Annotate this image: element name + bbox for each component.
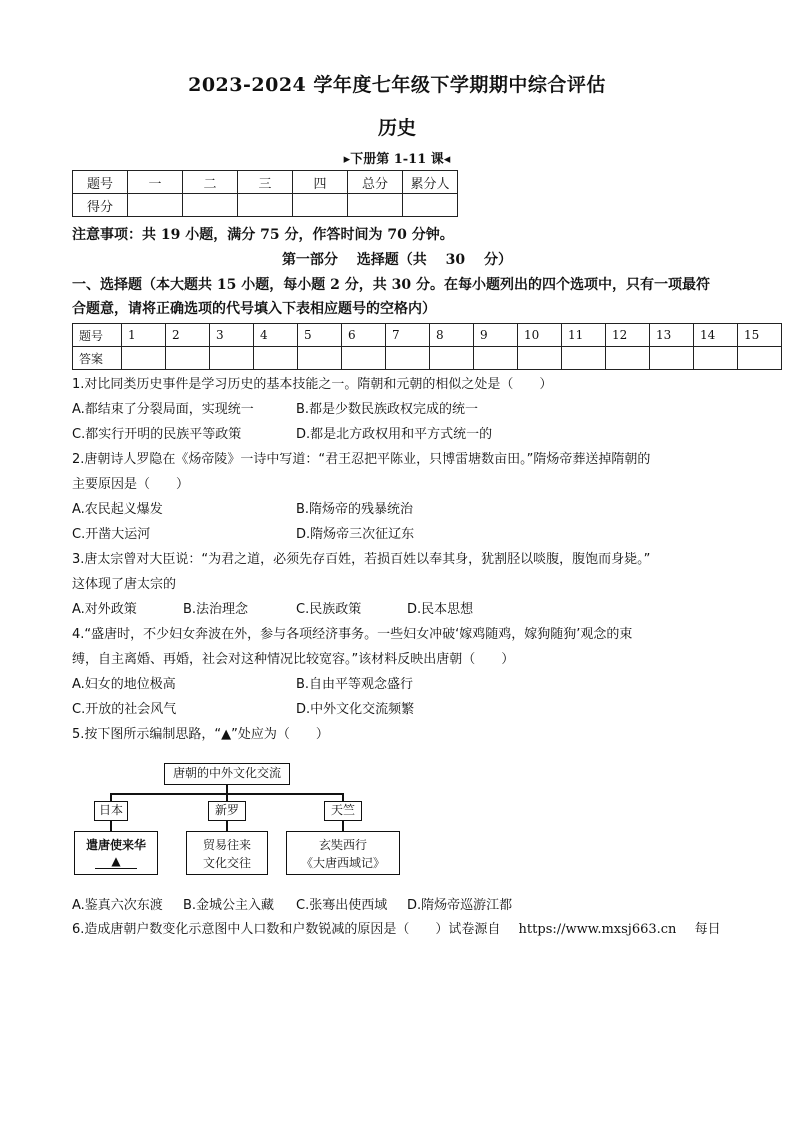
question-1-option-a: A.都结束了分裂局面，实现统一 <box>72 402 254 417</box>
answer-input-cell[interactable] <box>650 347 694 370</box>
diagram-silla-trade: 贸易往来 <box>202 838 251 852</box>
exam-title: 2023-2024 学年度七年级下学期期中综合评估 <box>188 74 606 96</box>
score-table-score-row <box>73 194 458 217</box>
question-4-stem: 4.“盛唐时，不少妇女奔波在外，参与各项经济事务。一些妇女冲破‘嫁鸡随鸡，嫁狗随狗’观念的束 <box>72 627 633 642</box>
question-1-stem: 1.对比同类历史事件是学习历史的基本技能之一。隋朝和元朝的相似之处是（ ） <box>72 377 553 392</box>
answer-input-cell[interactable] <box>606 347 650 370</box>
score-input-cell[interactable] <box>128 194 183 217</box>
question-3-stem: 3.唐太宗曾对大臣说：“为君之道，必须先存百姓，若损百姓以奉其身，犹割胫以啖腹，腹饱而身毙。” <box>72 552 651 567</box>
answer-input-cell[interactable] <box>210 347 254 370</box>
question-4-option-b: B.自由平等观念盛行 <box>296 677 414 692</box>
score-cell: 一 <box>128 171 183 194</box>
question-number-cell: 9 <box>474 324 518 347</box>
question-number-cell: 14 <box>694 324 738 347</box>
scope-label: ▸下册第 1-11 课◂ <box>343 152 451 167</box>
cultural-exchange-diagram <box>72 757 402 882</box>
score-cell: 累分人 <box>403 171 458 194</box>
diagram-japan-detail-box <box>74 831 158 875</box>
subject-title: 历史 <box>377 117 416 139</box>
score-cell: 二 <box>183 171 238 194</box>
diagram-xiyu-record: 《大唐西域记》 <box>300 856 385 870</box>
question-1-option-b: B.都是少数民族政权完成的统一 <box>296 402 479 417</box>
question-number-cell: 13 <box>650 324 694 347</box>
diagram-connector <box>226 785 228 793</box>
diagram-india-detail-box <box>286 831 400 875</box>
question-number-cell: 15 <box>738 324 782 347</box>
answer-input-cell[interactable] <box>254 347 298 370</box>
answer-input-cell[interactable] <box>386 347 430 370</box>
answer-input-cell[interactable] <box>694 347 738 370</box>
question-2-stem: 2.唐朝诗人罗隐在《炀帝陵》一诗中写道：“君王忍把平陈业，只博雷塘数亩田。”隋炀帝葬送掉隋朝的 <box>72 452 651 467</box>
answer-table-answer-row <box>73 347 782 370</box>
answer-input-cell[interactable] <box>430 347 474 370</box>
answer-table-number-row <box>73 324 782 347</box>
score-cell: 四 <box>293 171 348 194</box>
question-5-option-d: D.隋炀帝巡游江都 <box>407 898 513 913</box>
section-instructions: 一、选择题（本大题共 15 小题，每小题 2 分，共 30 分。在每小题列出的四个选项中，只有一项最符合题意，请将正确选项的代号填入下表相应题号的空格内） <box>72 277 710 317</box>
diagram-top-box: 唐朝的中外文化交流 <box>164 763 290 785</box>
question-3-option-b: B.法治理念 <box>183 602 249 617</box>
question-3-option-a: A.对外政策 <box>72 602 137 617</box>
question-4-option-d: D.中外文化交流频繁 <box>296 702 415 717</box>
question-2-option-d: D.隋炀帝三次征辽东 <box>296 527 415 542</box>
question-3-option-c: C.民族政策 <box>296 602 362 617</box>
part-heading: 第一部分 选择题（共 30 分） <box>281 252 513 268</box>
score-input-cell[interactable] <box>183 194 238 217</box>
question-number-cell: 4 <box>254 324 298 347</box>
diagram-connector <box>226 821 228 831</box>
diagram-japan-envoys: 遣唐使来华 <box>85 838 146 852</box>
question-2-stem-cont: 主要原因是（ ） <box>72 477 190 492</box>
question-5-stem: 5.按下图所示编制思路，“▲”处应为（ ） <box>72 727 329 742</box>
answer-input-cell[interactable] <box>166 347 210 370</box>
score-cell: 总分 <box>348 171 403 194</box>
question-5-option-c: C.张骞出使西域 <box>296 898 388 913</box>
question-4-stem-cont: 缚，自主离婚、再婚，社会对这种情况比较宽容。”该材料反映出唐朝（ ） <box>72 652 515 667</box>
score-input-cell[interactable] <box>238 194 293 217</box>
question-3-stem-cont: 这体现了唐太宗的 <box>72 577 177 592</box>
question-number-cell: 10 <box>518 324 562 347</box>
question-number-cell: 12 <box>606 324 650 347</box>
question-number-cell: 7 <box>386 324 430 347</box>
score-table-header-row <box>73 171 458 194</box>
question-1-option-d: D.都是北方政权用和平方式统一的 <box>296 427 493 442</box>
question-5-option-b: B.金城公主入藏 <box>183 898 275 913</box>
score-input-cell[interactable] <box>403 194 458 217</box>
question-number-cell: 1 <box>122 324 166 347</box>
question-number-cell: 5 <box>298 324 342 347</box>
diagram-connector <box>342 793 344 801</box>
question-number-cell: 2 <box>166 324 210 347</box>
question-2-option-a: A.农民起义爆发 <box>72 502 163 517</box>
question-4-option-c: C.开放的社会风气 <box>72 702 177 717</box>
diagram-connector <box>226 793 228 801</box>
question-number-cell: 11 <box>562 324 606 347</box>
answer-input-cell[interactable] <box>342 347 386 370</box>
answer-input-cell[interactable] <box>122 347 166 370</box>
score-input-cell[interactable] <box>293 194 348 217</box>
question-2-option-c: C.开凿大运河 <box>72 527 151 542</box>
question-6-stem: 6.造成唐朝户数变化示意图中人口数和户数锐减的原因是（ ）试卷源自 <box>72 922 501 937</box>
answer-input-cell[interactable] <box>562 347 606 370</box>
answer-input-cell[interactable] <box>518 347 562 370</box>
diagram-xuanzang-journey: 玄奘西行 <box>318 838 367 852</box>
question-number-cell: 3 <box>210 324 254 347</box>
diagram-india-box: 天竺 <box>324 801 362 821</box>
answer-row-label: 答案 <box>73 347 122 370</box>
source-url-link[interactable]: https://www.mxsj663.cn <box>518 922 677 937</box>
diagram-silla-box: 新罗 <box>208 801 246 821</box>
answer-table <box>72 323 782 370</box>
diagram-silla-detail-box <box>186 831 268 875</box>
diagram-blank-triangle: ▲ <box>95 854 137 869</box>
question-6-tail: 每日 <box>694 922 721 937</box>
score-table <box>72 170 458 217</box>
diagram-silla-culture: 文化交往 <box>202 856 251 870</box>
question-number-cell: 8 <box>430 324 474 347</box>
answer-input-cell[interactable] <box>738 347 782 370</box>
question-number-cell: 6 <box>342 324 386 347</box>
question-2-option-b: B.隋炀帝的残暴统治 <box>296 502 414 517</box>
diagram-connector <box>110 793 112 801</box>
score-row-label: 得分 <box>73 194 128 217</box>
question-5-option-a: A.鉴真六次东渡 <box>72 898 163 913</box>
score-cell: 三 <box>238 171 293 194</box>
diagram-connector <box>110 821 112 831</box>
answer-input-cell[interactable] <box>474 347 518 370</box>
question-4-option-a: A.妇女的地位极高 <box>72 677 176 692</box>
score-cell: 题号 <box>73 171 128 194</box>
diagram-japan-box: 日本 <box>94 801 128 821</box>
diagram-connector <box>342 821 344 831</box>
score-input-cell[interactable] <box>348 194 403 217</box>
question-3-option-d: D.民本思想 <box>407 602 474 617</box>
question-1-option-c: C.都实行开明的民族平等政策 <box>72 427 242 442</box>
answer-row-label: 题号 <box>73 324 122 347</box>
question-6-line <box>72 917 721 942</box>
answer-input-cell[interactable] <box>298 347 342 370</box>
notice-text: 注意事项：共 19 小题，满分 75 分，作答时间为 70 分钟。 <box>72 227 454 243</box>
